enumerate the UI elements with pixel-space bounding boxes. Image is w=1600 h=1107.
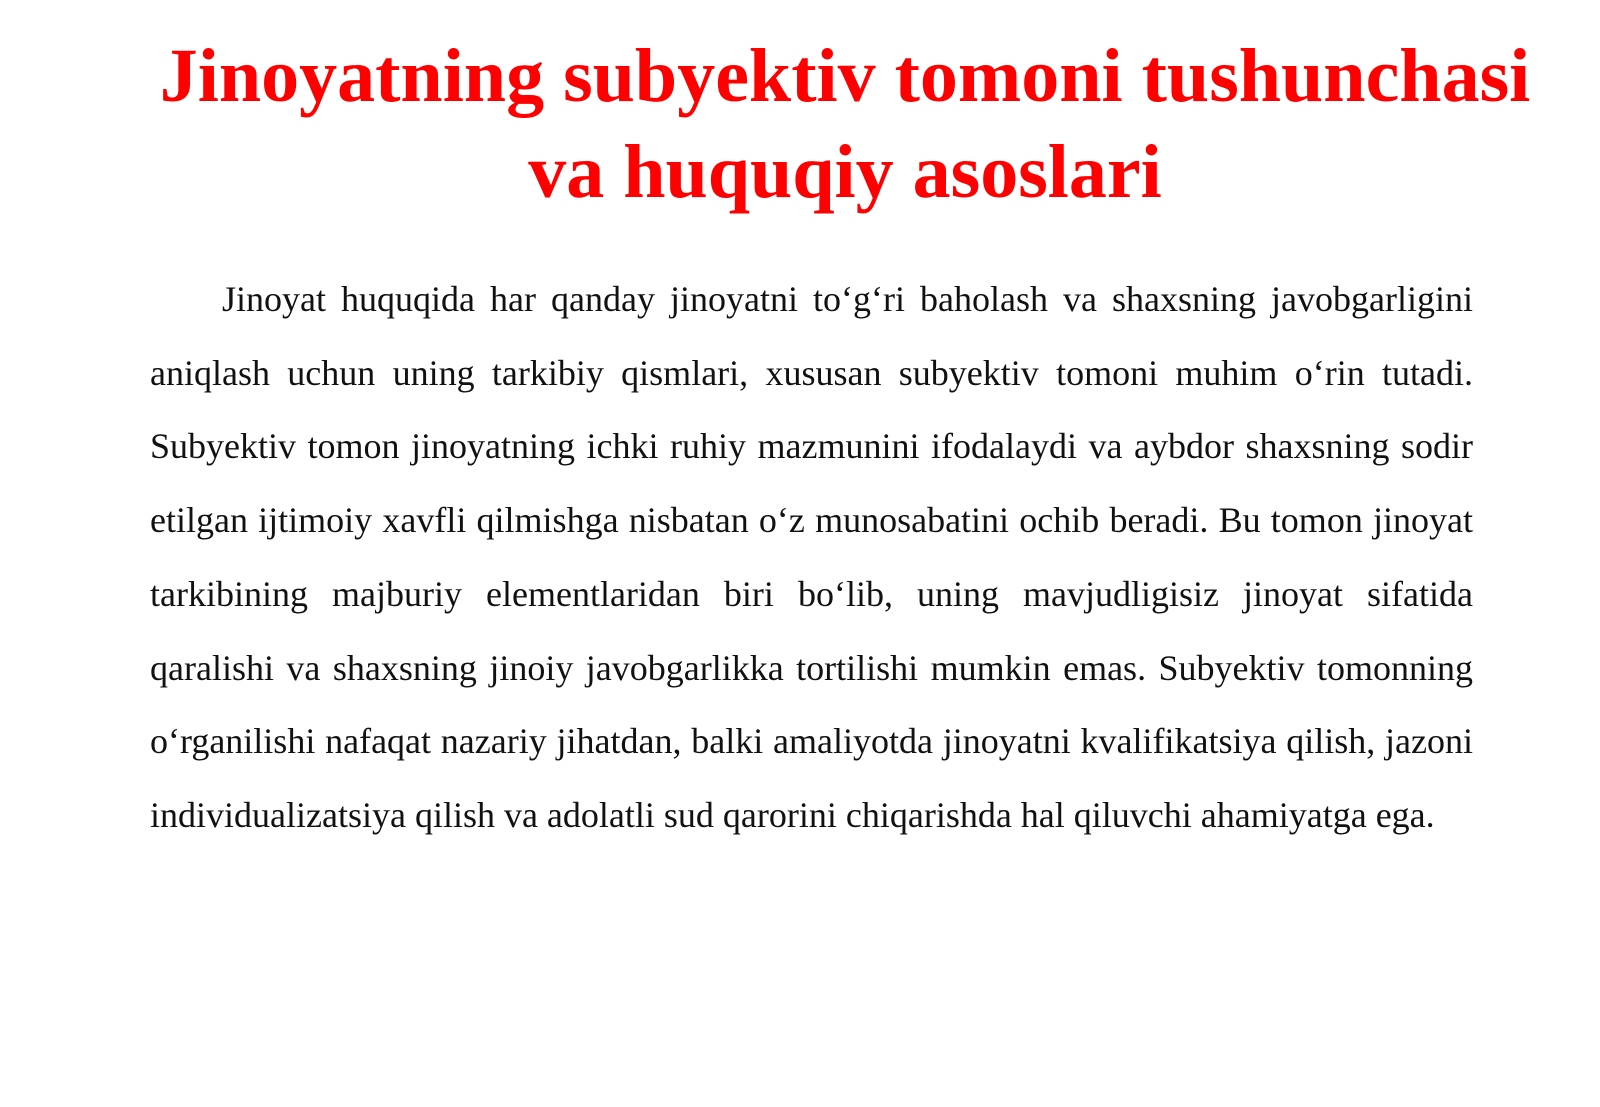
slide-title: Jinoyatning subyektiv tomoni tushunchasi va huquqiy asoslari (159, 34, 1531, 214)
body-paragraph: Jinoyat huquqida har qanday jinoyatni to‘g‘ri baholash va shaxsning javobgarligini aniqlash uchun uning tarkibiy qismlari, xususan subyektiv tomoni muhim o‘rin tutadi. Subyektiv tomon jinoyatning ichki ruhiy mazmunini ifodalaydi va aybdor shaxsning sodir etilgan ijtimoiy xavfli qilmishga nisbatan o‘z munosabatini ochib beradi. Bu tomon jinoyat tarkibining majburiy elementlaridan biri bo‘lib, uning mavjudligisiz jinoyat sifatida qaralishi va shaxsning jinoiy javobgarlikka tortilishi mumkin emas. Subyektiv tomonning o‘rganilishi nafaqat nazariy jihatdan, balki amaliyotda jinoyatni kvalifikatsiya qilish, jazoni individualizatsiya qilish va adolatli sud qarorini chiqarishda hal qiluvchi ahamiyatga ega. (150, 279, 1473, 835)
